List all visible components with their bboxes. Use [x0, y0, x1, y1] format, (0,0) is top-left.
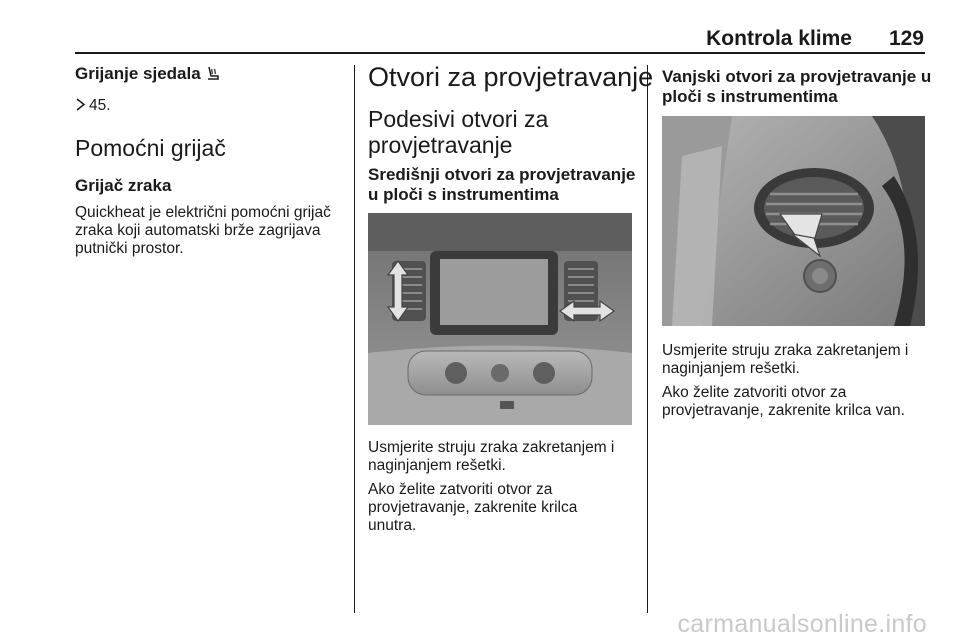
- text-line: provjetravanje, zakrenite krilca van.: [662, 402, 905, 419]
- text-line: unutra.: [368, 517, 417, 534]
- text-line: Ako želite zatvoriti otvor za: [368, 481, 553, 498]
- heading-line: provjetravanje: [368, 132, 513, 158]
- side-vent-photo: [662, 116, 925, 326]
- seat-heating-ref: [75, 97, 111, 115]
- heading-line: u ploči s instrumentima: [368, 185, 559, 204]
- center-vents-illustration: [368, 213, 632, 425]
- heading-line: ploči s instrumentima: [662, 87, 838, 106]
- adjustable-vents-heading: [368, 106, 548, 158]
- heading-line: Vanjski otvori za provjetravanje u: [662, 67, 932, 86]
- text-line: zraka koji automatski brže zagrijava: [75, 222, 321, 239]
- air-heater-heading: Grijač zraka: [75, 176, 172, 195]
- side-vents-text: [662, 342, 908, 420]
- side-vents-heading: [662, 67, 931, 107]
- page-reference-arrow-icon: [75, 98, 86, 111]
- page-header: [0, 0, 960, 52]
- seat-heating-heading-row: [75, 63, 221, 84]
- text-line: provjetravanje, zakrenite krilca: [368, 499, 578, 516]
- text-line: Usmjerite struju zraka zakretanjem i: [662, 342, 909, 359]
- center-vents-photo: [368, 213, 632, 425]
- page-number: 129: [888, 27, 924, 50]
- seat-heating-heading: Grijanje sjedala: [75, 64, 201, 83]
- vents-main-heading: Otvori za provjetravanje: [368, 62, 654, 92]
- heading-line: Središnji otvori za provjetravanje: [368, 165, 636, 184]
- text-line: Quickheat je električni pomoćni grijač: [75, 204, 331, 221]
- header-title: Kontrola klime: [706, 27, 852, 50]
- aux-heater-heading: Pomoćni grijač: [75, 135, 226, 161]
- heading-line: Podesivi otvori za: [368, 106, 549, 132]
- watermark: carmanualsonline.info: [677, 610, 927, 638]
- text-line: putnički prostor.: [75, 240, 184, 257]
- central-vents-heading: [368, 165, 635, 205]
- column-divider-right: [647, 65, 648, 613]
- header-rule: [75, 52, 925, 54]
- central-vents-text: [368, 439, 614, 535]
- air-heater-text: [75, 204, 331, 258]
- text-line: Ako želite zatvoriti otvor za: [662, 384, 847, 401]
- text-line: naginjanjem rešetki.: [368, 457, 506, 474]
- text-line: Usmjerite struju zraka zakretanjem i: [368, 439, 615, 456]
- seat-heating-icon: [205, 63, 221, 81]
- column-divider-left: [354, 65, 355, 613]
- side-vent-illustration: [662, 116, 925, 326]
- seat-heating-ref-page: 45.: [89, 97, 111, 114]
- text-line: naginjanjem rešetki.: [662, 360, 800, 377]
